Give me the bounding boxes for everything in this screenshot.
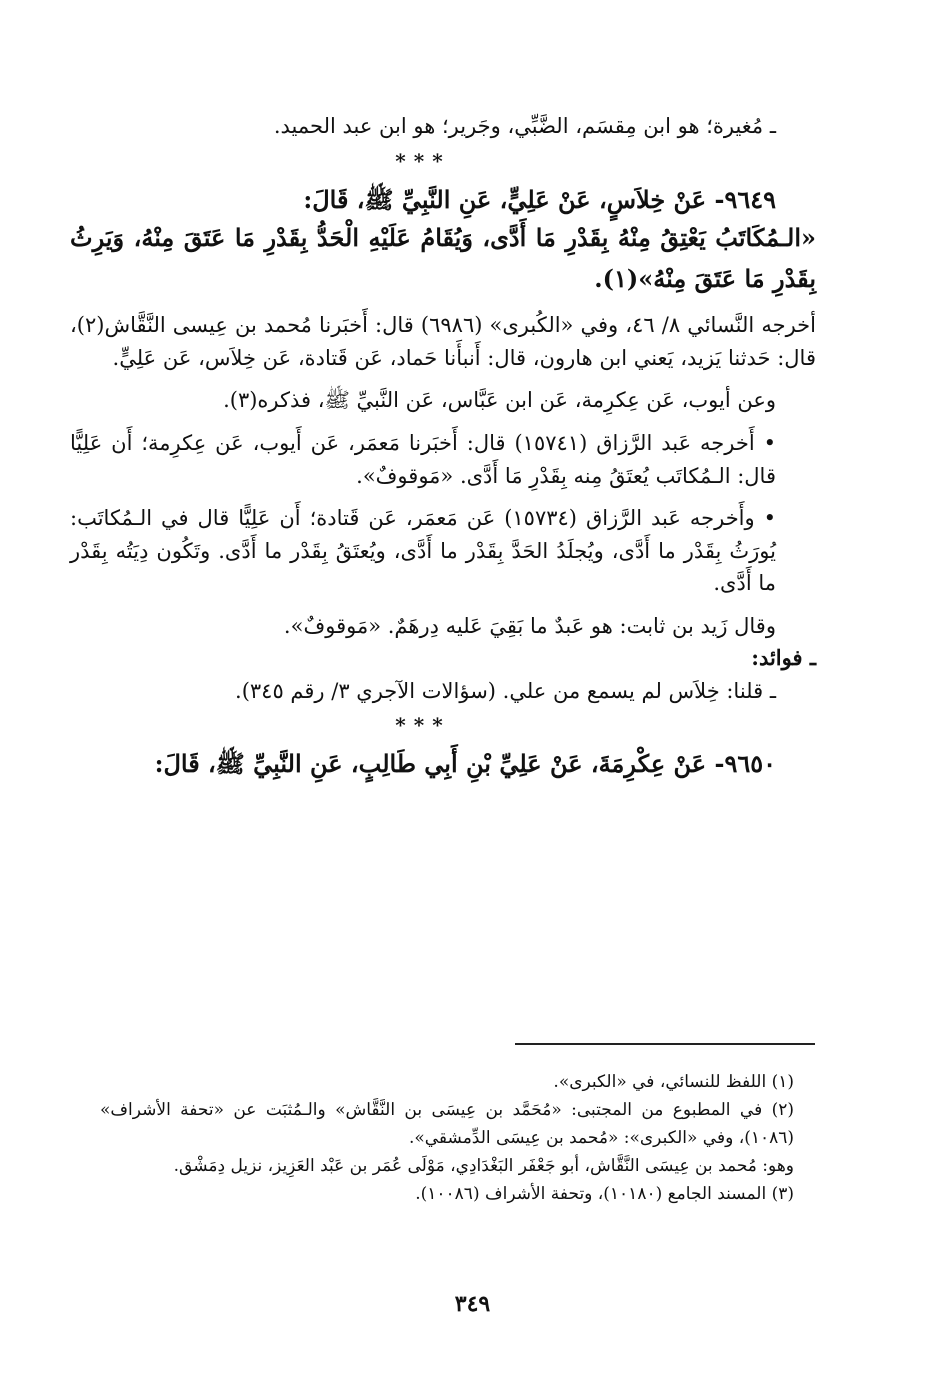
hadith-9649-header: ٩٦٤٩- عَنْ خِلاَسٍ، عَنْ عَلِيٍّ، عَنِ النَّبِيِّ ﷺ، قَالَ:	[303, 184, 776, 214]
section-separator: ***	[395, 148, 451, 173]
takhrij-paragraph: أخرجه النَّسائي ٨/ ٤٦، وفي «الكُبرى» (٦٩٨٦) قال: أَخبَرنا مُحمد بن عِيسى النَّقَّاش(٢)، قال: حَدثنا يَزيد، يَعني ابن هارون، قال: أَنبأَنا حَماد، عَن قَتادة، عَن خِلاَس، عَن عَلِيٍّ.	[70, 313, 816, 370]
footnote-3: (٣) المسند الجامع (١٠١٨٠)، وتحفة الأشراف (١٠٠٨٦).	[415, 1184, 794, 1205]
hadith-9650-header: ٩٦٥٠- عَنْ عِكْرِمَةَ، عَنْ عَلِيِّ بْنِ أَبِي طَالِبٍ، عَنِ النَّبِيِّ ﷺ، قَالَ:	[154, 749, 776, 779]
page-number: ٣٤٩	[454, 1291, 491, 1317]
takhrij-bullet-1: • أَخرجه عَبد الرَّزاق (١٥٧٤١) قال: أَخبَرنا مَعمَر، عَن أَيوب، عَن عِكرِمة؛ أَن عَلِيًّا قال: الـمُكاتَب يُعتَقُ مِنه بِقَدْرِ مَا أَدَّى. «مَوقوفٌ».	[70, 430, 776, 488]
footnote-2: (٢) في المطبوع من المجتبى: «مُحَمَّد بن عِيسَى بن النَّقَّاش» والـمُثبَت عن «تحفة الأشراف» (١٠٨٦)، وفي «الكبرى»: «مُحمد بن عِيسَى الدِّمشقي».	[100, 1100, 794, 1149]
footnotes	[100, 1068, 816, 1208]
narrator-note: ـ مُغيرة؛ هو ابن مِقسَم، الضَّبِّي، وجَرير؛ هو ابن عبد الحميد.	[273, 114, 776, 138]
footnote-1: (١) اللفظ للنسائي، في «الكبرى».	[553, 1072, 794, 1092]
footnote-divider	[515, 1043, 815, 1045]
footnote-2-continued: وهو: مُحمد بن عِيسَى النَّقَّاش، أبو جَعْفَر البَغْدَادِي، مَوْلَى عُمَر بن عَبْد العَزِيز، نزيل دِمَشْق.	[173, 1156, 794, 1177]
fawaid-line: ـ قلنا: خِلاَس لم يسمع من علي. (سؤالات الآجري ٣/ رقم ٣٤٥).	[235, 678, 776, 703]
zayd-statement: وقال زَيد بن ثابت: هو عَبدٌ ما بَقِيَ عَليه دِرهَمٌ. «مَوقوفٌ».	[283, 613, 776, 638]
takhrij-bullet-2: • وأَخرجه عَبد الرَّزاق (١٥٧٣٤) عَن مَعمَر، عَن قَتادة؛ أَن عَلِيًّا قال في الـمُكاتَب: يُورَثُ بِقَدْر ما أَدَّى، ويُجلَدُ الحَدَّ بِقَدْر ما أَدَّى، ويُعتَقُ بِقَدْر ما أَدَّى. وتَكُون دِيَتُه بِقَدْر ما أَدَّى.	[70, 506, 777, 596]
section-separator-2: ***	[395, 713, 451, 738]
takhrij-paragraph-2: وعن أيوب، عَن عِكرِمة، عَن ابن عَبَّاس، عَن النَّبيِّ ﷺ، فذكره(٣).	[223, 388, 776, 413]
fawaid-heading: ـ فوائد:	[751, 645, 816, 671]
page-body	[70, 110, 816, 783]
hadith-9649-matn: «الـمُكَاتَبُ يَعْتِقُ مِنْهُ بِقَدْرِ مَا أَدَّى، وَيُقَامُ عَلَيْهِ الْحَدُّ بِقَدْرِ مَا عَتَقَ مِنْهُ، وَيَرِثُ بِقَدْرِ مَا عَتَقَ مِنْهُ»(١).	[70, 222, 816, 293]
